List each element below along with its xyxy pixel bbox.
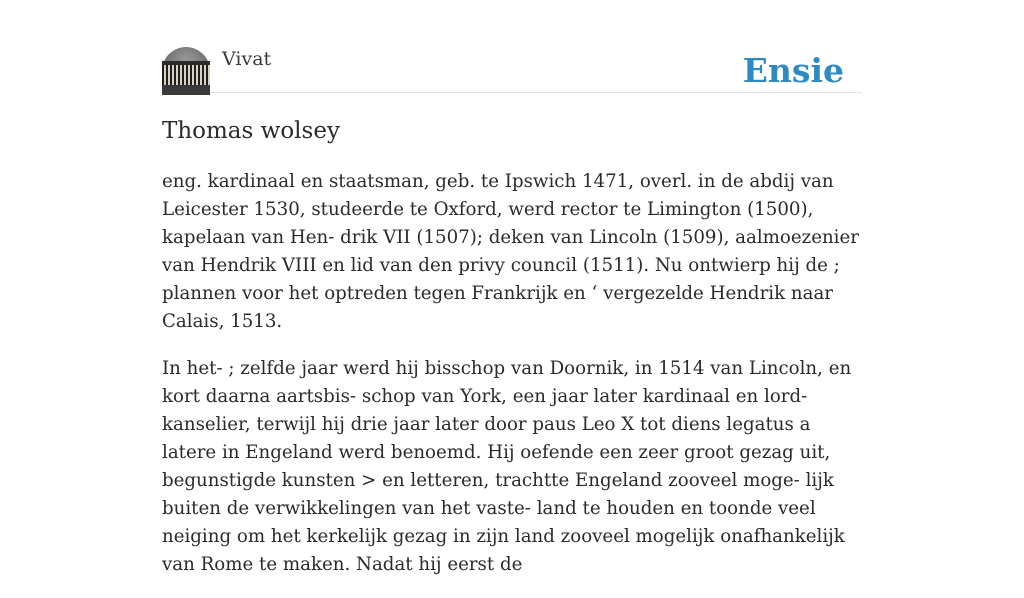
ensie-logo[interactable]: Ensie bbox=[742, 51, 844, 90]
article-paragraph: In het- ; zelfde jaar werd hij bisschop van Doornik, in 1514 van Lincoln, en kort daarna aartsbis- schop van York, een jaar later kardinaal en lord-kanselier, terwijl hij drie jaar later door paus Leo X tot diens legatus a latere in Engeland werd benoemd. Hij oefende een zeer groot gezag uit, begunstigde kunsten > en letteren, trachtte Engeland zooveel moge- lijk buiten de verwikkelingen van het vaste- land te houden en toonde veel neiging om het kerkelijk gezag in zijn land zooveel mogelijk onafhankelijk van Rome te maken. Nadat hij eerst de bbox=[162, 358, 852, 575]
bookshelf-books bbox=[162, 65, 210, 85]
article-page bbox=[162, 0, 862, 575]
author-name[interactable]: Vivat bbox=[222, 48, 272, 70]
article-paragraph: eng. kardinaal en staatsman, geb. te Ipswich 1471, overl. in de abdij van Leicester 1530, studeerde te Oxford, werd rector te Limington (1500), kapelaan van Hen- drik VII (1507); deken van Lincoln (1509), aalmoezenier van Hendrik VIII en lid van den privy council (1511). Nu ontwierp hij de ; plannen voor het optreden tegen Frankrijk en ‘ vergezelde Hendrik naar Calais, 1513. bbox=[162, 171, 859, 332]
bookshelf-bottom bbox=[162, 85, 210, 95]
article-title: Thomas wolsey bbox=[162, 118, 340, 144]
article-header bbox=[162, 47, 862, 93]
author-avatar[interactable] bbox=[162, 47, 210, 95]
article-body bbox=[162, 168, 862, 598]
